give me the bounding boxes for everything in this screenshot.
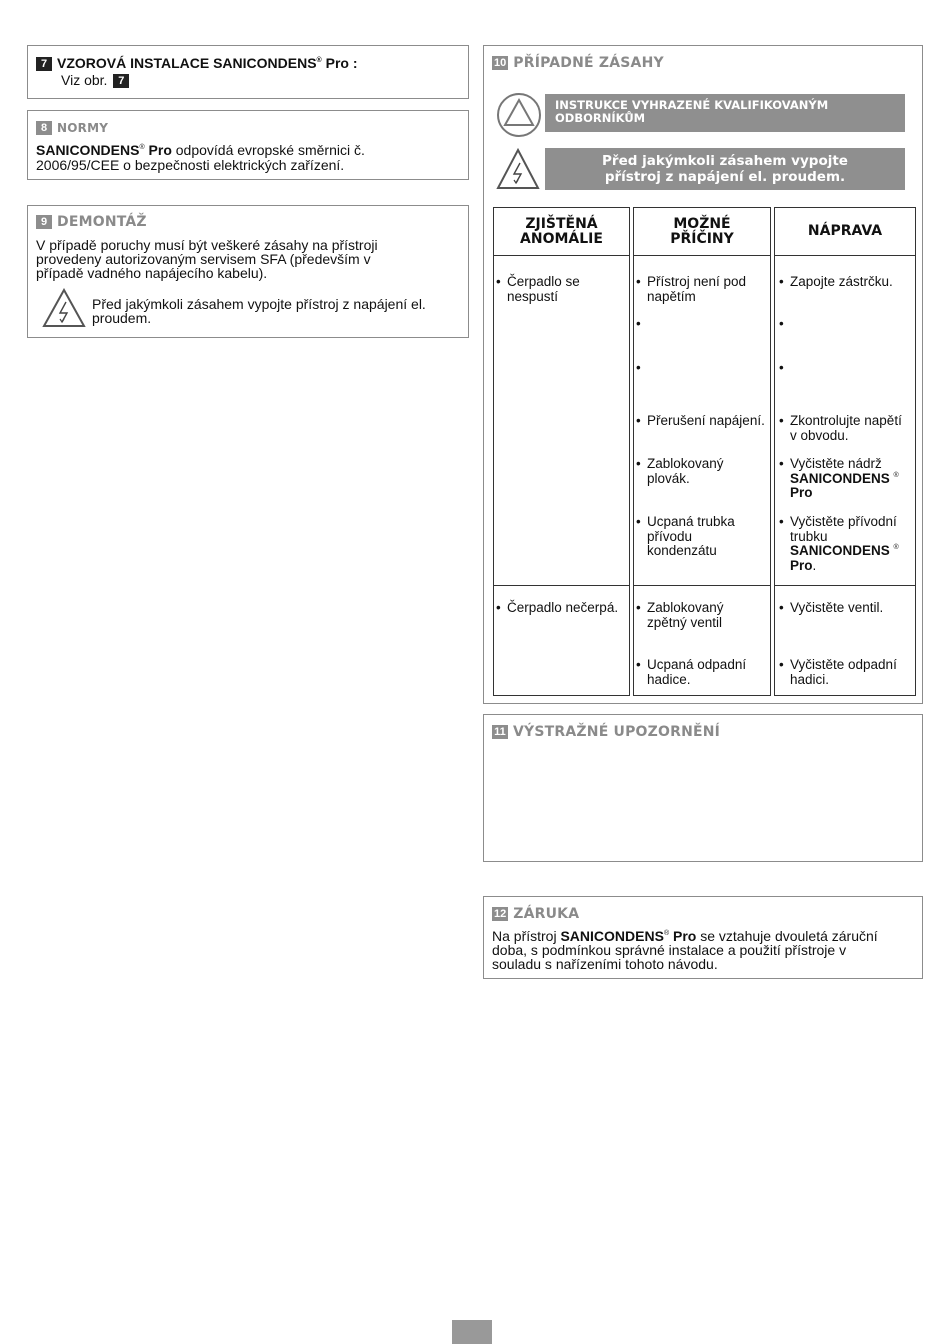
section-8-text-line2: 2006/95/CEE o bezpečnosti elektrických zařízení. [36,157,345,173]
electric-hazard-icon [496,148,540,190]
section-12-box [483,896,923,979]
table-column-remedy: NÁPRAVA • Zapojte zástrčku. • • • Zkontrolujte napětí v obvodu. • Vyčistěte nádrž SANICONDENS ® Pro • Vyčistěte přívodní trubku SANICONDENS ® Pro. • Vyčistěte ventil. • Vyčistěte odpadní hadici. [774,207,916,696]
section-9-line-2: provedeny autorizovaným servisem SFA (především v [36,251,371,267]
section-7-title: 7 VZOROVÁ INSTALACE SANICONDENS® Pro : [36,56,358,71]
qualified-personnel-banner: INSTRUKCE VYHRAZENÉ KVALIFIKOVANÝM ODBORNÍKŮM [545,94,905,132]
section-8-box [27,110,469,180]
electric-hazard-icon [42,288,86,328]
section-11-title: 11 VÝSTRAŽNÉ UPOZORNĚNÍ [492,724,720,740]
header-anomaly: ZJIŠTĚNÁ ANOMÁLIE [494,208,629,256]
section-number-badge: 11 [492,725,508,739]
header-remedy: NÁPRAVA [775,208,915,256]
table-column-cause: MOŽNÉ PŘÍČINY • Přístroj není pod napětím • • • Přerušení napájení. • Zablokovaný plovák. • Ucpaná trubka přívodu kondenzátu • Zablokovaný zpětný ventil • Ucpaná odpadní hadice. [633,207,771,696]
section-12-text-line2: doba, s podmínkou správné instalace a použití přístroje v [492,942,847,958]
section-number-badge: 9 [36,215,52,229]
section-8-text: SANICONDENS® Pro odpovídá evropské směrnici č. [36,142,365,158]
section-number-badge: 10 [494,57,507,69]
section-12-title: 12 ZÁRUKA [494,906,580,922]
page-footer-tab [452,1320,492,1344]
section-number-badge: 8 [36,121,52,135]
row-divider [494,585,629,586]
section-7-see-figure: Viz obr. 7 [61,73,134,88]
section-number-badge: 12 [494,908,507,920]
section-11-box [483,714,923,862]
section-9-title: 9 DEMONTÁŽ [36,214,147,230]
table-column-anomaly: ZJIŠTĚNÁ ANOMÁLIE • Čerpadlo se nespustí • Čerpadlo nečerpá. [493,207,630,696]
disconnect-power-banner: Před jakýmkoli zásahem vypojte přístroj z napájení el. proudem. [545,148,905,190]
figure-number-badge: 7 [113,74,129,88]
section-10-title: 10 PŘÍPADNÉ ZÁSAHY [494,55,664,71]
section-9-warning-line-1: Před jakýmkoli zásahem vypojte přístroj z napájení el. [92,296,426,312]
section-10-box [483,45,923,704]
row-divider [634,585,770,586]
section-9-warning-line-2: proudem. [92,310,152,326]
row-divider [775,585,915,586]
qualified-personnel-icon [495,91,543,139]
section-9-line-3: případě vadného napájecího kabelu). [36,265,268,281]
section-9-box [27,205,469,338]
section-9-line-1: V případě poruchy musí být veškeré zásahy na přístroji [36,237,378,253]
section-7-box [27,45,469,99]
section-number-badge: 7 [36,57,52,71]
header-cause: MOŽNÉ PŘÍČINY [634,208,770,256]
section-12-text: Na přístroj SANICONDENS® Pro se vztahuje dvouletá záruční [492,928,878,944]
section-8-title: 8 NORMY [36,120,108,136]
section-12-text-line3: souladu s nařízeními tohoto návodu. [492,956,718,972]
